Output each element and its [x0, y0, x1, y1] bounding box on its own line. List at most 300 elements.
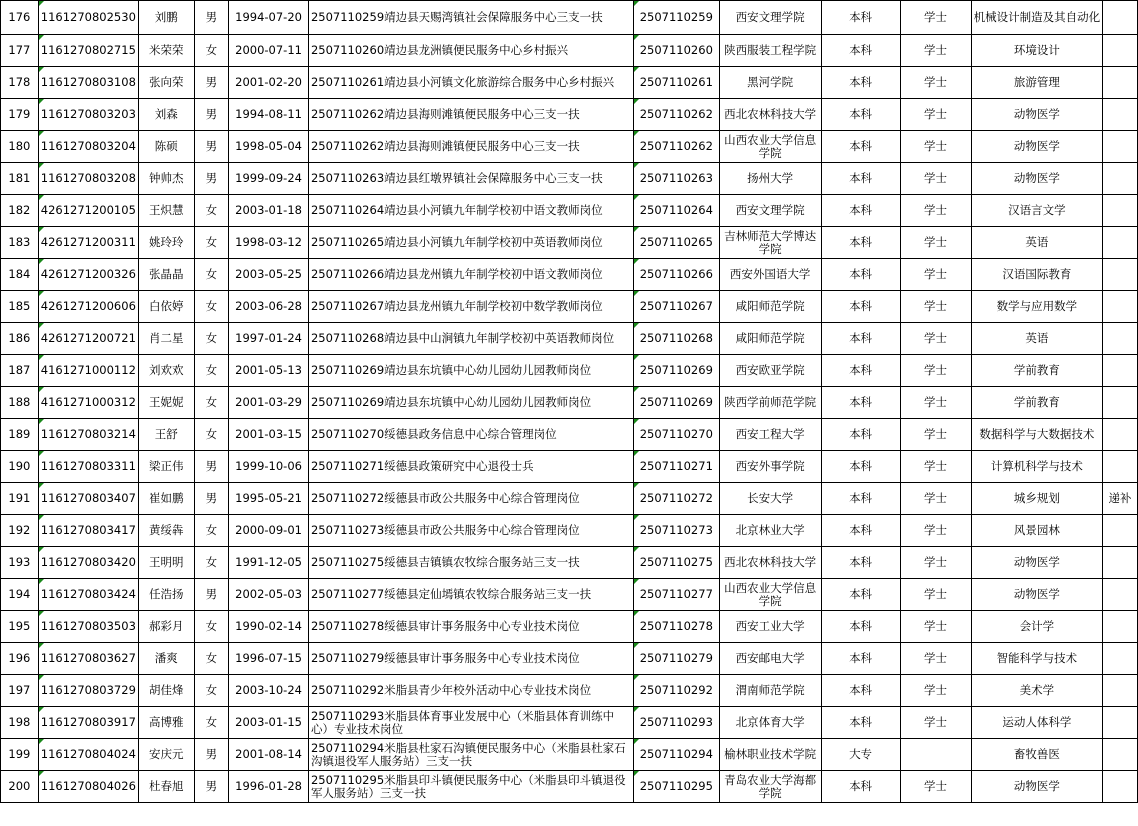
cell-gender[interactable]: 男 — [194, 99, 229, 131]
cell-note[interactable] — [1103, 163, 1138, 195]
cell-gender[interactable]: 女 — [194, 387, 229, 419]
cell-position[interactable]: 2507110265靖边县小河镇九年制学校初中英语教师岗位 — [308, 227, 633, 259]
cell-index[interactable]: 188 — [1, 387, 39, 419]
cell-degree[interactable]: 学士 — [900, 131, 971, 163]
cell-position[interactable]: 2507110277绥德县定仙墕镇农牧综合服务站三支一扶 — [308, 579, 633, 611]
cell-index[interactable]: 198 — [1, 707, 39, 739]
cell-education[interactable]: 本科 — [821, 611, 900, 643]
cell-index[interactable]: 179 — [1, 99, 39, 131]
cell-index[interactable]: 194 — [1, 579, 39, 611]
cell-degree[interactable]: 学士 — [900, 547, 971, 579]
cell-education[interactable]: 本科 — [821, 323, 900, 355]
cell-name[interactable]: 张向荣 — [138, 67, 194, 99]
cell-birthdate[interactable]: 1999-09-24 — [229, 163, 309, 195]
cell-degree[interactable]: 学士 — [900, 35, 971, 67]
cell-position-code[interactable]: 2507110260 — [633, 35, 719, 67]
cell-degree[interactable]: 学士 — [900, 1, 971, 35]
cell-exam-number[interactable]: 1161270803417 — [38, 515, 138, 547]
cell-name[interactable]: 梁正伟 — [138, 451, 194, 483]
cell-exam-number[interactable]: 1161270804024 — [38, 739, 138, 771]
cell-exam-number[interactable]: 1161270803311 — [38, 451, 138, 483]
cell-birthdate[interactable]: 2000-09-01 — [229, 515, 309, 547]
cell-position-code[interactable]: 2507110265 — [633, 227, 719, 259]
cell-position[interactable]: 2507110267靖边县龙州镇九年制学校初中数学教师岗位 — [308, 291, 633, 323]
cell-major[interactable]: 动物医学 — [971, 579, 1103, 611]
cell-education[interactable]: 本科 — [821, 35, 900, 67]
cell-exam-number[interactable]: 1161270803208 — [38, 163, 138, 195]
cell-education[interactable]: 本科 — [821, 771, 900, 803]
cell-position[interactable]: 2507110293米脂县体育事业发展中心（米脂县体育训练中心）专业技术岗位 — [308, 707, 633, 739]
cell-position-code[interactable]: 2507110268 — [633, 323, 719, 355]
cell-degree[interactable] — [900, 739, 971, 771]
cell-note[interactable] — [1103, 771, 1138, 803]
cell-birthdate[interactable]: 2003-06-28 — [229, 291, 309, 323]
cell-degree[interactable]: 学士 — [900, 323, 971, 355]
cell-name[interactable]: 张晶晶 — [138, 259, 194, 291]
cell-degree[interactable]: 学士 — [900, 579, 971, 611]
cell-major[interactable]: 计算机科学与技术 — [971, 451, 1103, 483]
cell-exam-number[interactable]: 1161270803214 — [38, 419, 138, 451]
cell-major[interactable]: 智能科学与技术 — [971, 643, 1103, 675]
cell-major[interactable]: 动物医学 — [971, 547, 1103, 579]
cell-name[interactable]: 任浩扬 — [138, 579, 194, 611]
cell-education[interactable]: 本科 — [821, 195, 900, 227]
cell-position[interactable]: 2507110263靖边县红墩界镇社会保障服务中心三支一扶 — [308, 163, 633, 195]
cell-note[interactable] — [1103, 419, 1138, 451]
cell-school[interactable]: 吉林师范大学博达学院 — [719, 227, 821, 259]
cell-index[interactable]: 176 — [1, 1, 39, 35]
cell-major[interactable]: 动物医学 — [971, 163, 1103, 195]
cell-note[interactable] — [1103, 451, 1138, 483]
cell-index[interactable]: 191 — [1, 483, 39, 515]
cell-birthdate[interactable]: 2001-05-13 — [229, 355, 309, 387]
cell-position[interactable]: 2507110262靖边县海则滩镇便民服务中心三支一扶 — [308, 131, 633, 163]
cell-birthdate[interactable]: 2000-07-11 — [229, 35, 309, 67]
cell-name[interactable]: 王明明 — [138, 547, 194, 579]
cell-position[interactable]: 2507110264靖边县小河镇九年制学校初中语文教师岗位 — [308, 195, 633, 227]
cell-position-code[interactable]: 2507110271 — [633, 451, 719, 483]
cell-name[interactable]: 胡佳烽 — [138, 675, 194, 707]
cell-exam-number[interactable]: 1161270803108 — [38, 67, 138, 99]
cell-birthdate[interactable]: 1991-12-05 — [229, 547, 309, 579]
cell-note[interactable] — [1103, 131, 1138, 163]
cell-major[interactable]: 美术学 — [971, 675, 1103, 707]
cell-index[interactable]: 196 — [1, 643, 39, 675]
cell-note[interactable] — [1103, 99, 1138, 131]
cell-name[interactable]: 郝彩月 — [138, 611, 194, 643]
cell-education[interactable]: 本科 — [821, 259, 900, 291]
cell-exam-number[interactable]: 1161270803729 — [38, 675, 138, 707]
cell-note[interactable] — [1103, 675, 1138, 707]
cell-birthdate[interactable]: 1997-01-24 — [229, 323, 309, 355]
cell-school[interactable]: 榆林职业技术学院 — [719, 739, 821, 771]
cell-exam-number[interactable]: 1161270803420 — [38, 547, 138, 579]
cell-major[interactable]: 汉语言文学 — [971, 195, 1103, 227]
cell-degree[interactable]: 学士 — [900, 227, 971, 259]
cell-gender[interactable]: 女 — [194, 259, 229, 291]
cell-birthdate[interactable]: 2001-03-15 — [229, 419, 309, 451]
cell-note[interactable] — [1103, 579, 1138, 611]
cell-degree[interactable]: 学士 — [900, 291, 971, 323]
cell-note[interactable] — [1103, 67, 1138, 99]
cell-birthdate[interactable]: 2003-05-25 — [229, 259, 309, 291]
cell-gender[interactable]: 女 — [194, 707, 229, 739]
cell-school[interactable]: 西北农林科技大学 — [719, 99, 821, 131]
cell-position-code[interactable]: 2507110270 — [633, 419, 719, 451]
cell-position[interactable]: 2507110259靖边县天赐湾镇社会保障服务中心三支一扶 — [308, 1, 633, 35]
cell-name[interactable]: 肖二星 — [138, 323, 194, 355]
cell-name[interactable]: 刘鹏 — [138, 1, 194, 35]
cell-name[interactable]: 米荣荣 — [138, 35, 194, 67]
cell-birthdate[interactable]: 1998-03-12 — [229, 227, 309, 259]
cell-name[interactable]: 钟帅杰 — [138, 163, 194, 195]
cell-school[interactable]: 西安工业大学 — [719, 611, 821, 643]
cell-name[interactable]: 陈硕 — [138, 131, 194, 163]
cell-birthdate[interactable]: 2003-01-18 — [229, 195, 309, 227]
cell-gender[interactable]: 女 — [194, 35, 229, 67]
cell-major[interactable]: 英语 — [971, 323, 1103, 355]
cell-index[interactable]: 186 — [1, 323, 39, 355]
cell-gender[interactable]: 女 — [194, 227, 229, 259]
cell-position[interactable]: 2507110279绥德县审计事务服务中心专业技术岗位 — [308, 643, 633, 675]
cell-exam-number[interactable]: 1161270803917 — [38, 707, 138, 739]
cell-birthdate[interactable]: 2001-02-20 — [229, 67, 309, 99]
cell-position-code[interactable]: 2507110269 — [633, 355, 719, 387]
cell-school[interactable]: 青岛农业大学海都学院 — [719, 771, 821, 803]
cell-gender[interactable]: 女 — [194, 291, 229, 323]
cell-gender[interactable]: 男 — [194, 131, 229, 163]
cell-birthdate[interactable]: 2001-08-14 — [229, 739, 309, 771]
cell-position[interactable]: 2507110260靖边县龙洲镇便民服务中心乡村振兴 — [308, 35, 633, 67]
cell-degree[interactable]: 学士 — [900, 675, 971, 707]
cell-name[interactable]: 白依婷 — [138, 291, 194, 323]
cell-index[interactable]: 183 — [1, 227, 39, 259]
cell-gender[interactable]: 女 — [194, 611, 229, 643]
cell-name[interactable]: 刘欢欢 — [138, 355, 194, 387]
cell-education[interactable]: 本科 — [821, 419, 900, 451]
cell-birthdate[interactable]: 1996-07-15 — [229, 643, 309, 675]
cell-education[interactable]: 本科 — [821, 291, 900, 323]
cell-position[interactable]: 2507110278绥德县审计事务服务中心专业技术岗位 — [308, 611, 633, 643]
cell-position[interactable]: 2507110295米脂县印斗镇便民服务中心（米脂县印斗镇退役军人服务站）三支一扶 — [308, 771, 633, 803]
cell-name[interactable]: 高博雅 — [138, 707, 194, 739]
cell-gender[interactable]: 男 — [194, 771, 229, 803]
cell-gender[interactable]: 女 — [194, 419, 229, 451]
cell-exam-number[interactable]: 4261271200311 — [38, 227, 138, 259]
cell-position-code[interactable]: 2507110263 — [633, 163, 719, 195]
cell-major[interactable]: 数学与应用数学 — [971, 291, 1103, 323]
cell-major[interactable]: 动物医学 — [971, 99, 1103, 131]
cell-education[interactable]: 本科 — [821, 515, 900, 547]
cell-name[interactable]: 崔如鹏 — [138, 483, 194, 515]
cell-school[interactable]: 陕西服装工程学院 — [719, 35, 821, 67]
cell-position-code[interactable]: 2507110269 — [633, 387, 719, 419]
cell-degree[interactable]: 学士 — [900, 67, 971, 99]
cell-index[interactable]: 200 — [1, 771, 39, 803]
cell-major[interactable]: 城乡规划 — [971, 483, 1103, 515]
cell-education[interactable]: 本科 — [821, 67, 900, 99]
cell-name[interactable]: 姚玲玲 — [138, 227, 194, 259]
cell-exam-number[interactable]: 1161270803204 — [38, 131, 138, 163]
cell-school[interactable]: 北京体育大学 — [719, 707, 821, 739]
cell-education[interactable]: 本科 — [821, 483, 900, 515]
cell-school[interactable]: 北京林业大学 — [719, 515, 821, 547]
cell-note[interactable] — [1103, 227, 1138, 259]
cell-education[interactable]: 本科 — [821, 643, 900, 675]
cell-position[interactable]: 2507110266靖边县龙州镇九年制学校初中语文教师岗位 — [308, 259, 633, 291]
cell-index[interactable]: 190 — [1, 451, 39, 483]
cell-position-code[interactable]: 2507110261 — [633, 67, 719, 99]
cell-position[interactable]: 2507110294米脂县杜家石沟镇便民服务中心（米脂县杜家石沟镇退役军人服务站）三支一扶 — [308, 739, 633, 771]
cell-position[interactable]: 2507110262靖边县海则滩镇便民服务中心三支一扶 — [308, 99, 633, 131]
cell-education[interactable]: 本科 — [821, 163, 900, 195]
cell-gender[interactable]: 男 — [194, 67, 229, 99]
cell-exam-number[interactable]: 1161270804026 — [38, 771, 138, 803]
cell-major[interactable]: 动物医学 — [971, 771, 1103, 803]
cell-birthdate[interactable]: 2002-05-03 — [229, 579, 309, 611]
cell-gender[interactable]: 女 — [194, 515, 229, 547]
cell-note[interactable] — [1103, 1, 1138, 35]
cell-note[interactable] — [1103, 291, 1138, 323]
cell-exam-number[interactable]: 1161270803503 — [38, 611, 138, 643]
cell-school[interactable]: 西安文理学院 — [719, 195, 821, 227]
cell-exam-number[interactable]: 1161270802530 — [38, 1, 138, 35]
cell-position-code[interactable]: 2507110272 — [633, 483, 719, 515]
cell-major[interactable]: 旅游管理 — [971, 67, 1103, 99]
cell-birthdate[interactable]: 2003-10-24 — [229, 675, 309, 707]
cell-degree[interactable]: 学士 — [900, 99, 971, 131]
cell-position-code[interactable]: 2507110278 — [633, 611, 719, 643]
cell-major[interactable]: 风景园林 — [971, 515, 1103, 547]
cell-education[interactable]: 本科 — [821, 387, 900, 419]
cell-position-code[interactable]: 2507110293 — [633, 707, 719, 739]
cell-position-code[interactable]: 2507110279 — [633, 643, 719, 675]
cell-note[interactable] — [1103, 35, 1138, 67]
cell-exam-number[interactable]: 1161270803407 — [38, 483, 138, 515]
cell-gender[interactable]: 女 — [194, 355, 229, 387]
cell-position-code[interactable]: 2507110262 — [633, 131, 719, 163]
cell-degree[interactable]: 学士 — [900, 259, 971, 291]
cell-position-code[interactable]: 2507110294 — [633, 739, 719, 771]
cell-gender[interactable]: 男 — [194, 579, 229, 611]
cell-major[interactable]: 环境设计 — [971, 35, 1103, 67]
cell-exam-number[interactable]: 4261271200326 — [38, 259, 138, 291]
cell-position[interactable]: 2507110292米脂县青少年校外活动中心专业技术岗位 — [308, 675, 633, 707]
cell-education[interactable]: 本科 — [821, 451, 900, 483]
cell-degree[interactable]: 学士 — [900, 163, 971, 195]
cell-exam-number[interactable]: 1161270803203 — [38, 99, 138, 131]
cell-name[interactable]: 刘森 — [138, 99, 194, 131]
cell-school[interactable]: 山西农业大学信息学院 — [719, 131, 821, 163]
cell-index[interactable]: 195 — [1, 611, 39, 643]
cell-name[interactable]: 杜春旭 — [138, 771, 194, 803]
cell-name[interactable]: 黄绥犇 — [138, 515, 194, 547]
cell-major[interactable]: 会计学 — [971, 611, 1103, 643]
cell-index[interactable]: 182 — [1, 195, 39, 227]
cell-position-code[interactable]: 2507110275 — [633, 547, 719, 579]
cell-index[interactable]: 193 — [1, 547, 39, 579]
cell-education[interactable]: 本科 — [821, 707, 900, 739]
cell-birthdate[interactable]: 2003-01-15 — [229, 707, 309, 739]
cell-note[interactable] — [1103, 323, 1138, 355]
cell-education[interactable]: 本科 — [821, 579, 900, 611]
cell-school[interactable]: 黑河学院 — [719, 67, 821, 99]
cell-name[interactable]: 安庆元 — [138, 739, 194, 771]
cell-exam-number[interactable]: 1161270803627 — [38, 643, 138, 675]
cell-note[interactable] — [1103, 547, 1138, 579]
cell-degree[interactable]: 学士 — [900, 451, 971, 483]
cell-note[interactable] — [1103, 195, 1138, 227]
cell-degree[interactable]: 学士 — [900, 643, 971, 675]
cell-position-code[interactable]: 2507110273 — [633, 515, 719, 547]
cell-education[interactable]: 本科 — [821, 131, 900, 163]
cell-degree[interactable]: 学士 — [900, 387, 971, 419]
cell-gender[interactable]: 男 — [194, 163, 229, 195]
cell-degree[interactable]: 学士 — [900, 355, 971, 387]
cell-position[interactable]: 2507110268靖边县中山涧镇九年制学校初中英语教师岗位 — [308, 323, 633, 355]
cell-school[interactable]: 西安邮电大学 — [719, 643, 821, 675]
cell-gender[interactable]: 男 — [194, 1, 229, 35]
cell-gender[interactable]: 女 — [194, 195, 229, 227]
cell-note[interactable] — [1103, 707, 1138, 739]
cell-position-code[interactable]: 2507110267 — [633, 291, 719, 323]
cell-position[interactable]: 2507110269靖边县东坑镇中心幼儿园幼儿园教师岗位 — [308, 355, 633, 387]
cell-note[interactable] — [1103, 643, 1138, 675]
cell-exam-number[interactable]: 4161271000312 — [38, 387, 138, 419]
cell-note[interactable] — [1103, 515, 1138, 547]
cell-gender[interactable]: 男 — [194, 483, 229, 515]
cell-index[interactable]: 184 — [1, 259, 39, 291]
cell-position[interactable]: 2507110275绥德县吉镇镇农牧综合服务站三支一扶 — [308, 547, 633, 579]
cell-index[interactable]: 189 — [1, 419, 39, 451]
cell-school[interactable]: 扬州大学 — [719, 163, 821, 195]
cell-note[interactable]: 递补 — [1103, 483, 1138, 515]
cell-birthdate[interactable]: 1999-10-06 — [229, 451, 309, 483]
cell-degree[interactable]: 学士 — [900, 515, 971, 547]
cell-school[interactable]: 陕西学前师范学院 — [719, 387, 821, 419]
cell-note[interactable] — [1103, 611, 1138, 643]
cell-gender[interactable]: 女 — [194, 323, 229, 355]
cell-degree[interactable]: 学士 — [900, 707, 971, 739]
cell-birthdate[interactable]: 1996-01-28 — [229, 771, 309, 803]
cell-exam-number[interactable]: 1161270802715 — [38, 35, 138, 67]
cell-index[interactable]: 181 — [1, 163, 39, 195]
cell-major[interactable]: 学前教育 — [971, 387, 1103, 419]
cell-position[interactable]: 2507110261靖边县小河镇文化旅游综合服务中心乡村振兴 — [308, 67, 633, 99]
cell-birthdate[interactable]: 1994-07-20 — [229, 1, 309, 35]
cell-index[interactable]: 180 — [1, 131, 39, 163]
cell-index[interactable]: 185 — [1, 291, 39, 323]
cell-index[interactable]: 187 — [1, 355, 39, 387]
cell-birthdate[interactable]: 1990-02-14 — [229, 611, 309, 643]
cell-birthdate[interactable]: 1994-08-11 — [229, 99, 309, 131]
cell-school[interactable]: 西北农林科技大学 — [719, 547, 821, 579]
cell-major[interactable]: 运动人体科学 — [971, 707, 1103, 739]
cell-position-code[interactable]: 2507110264 — [633, 195, 719, 227]
cell-major[interactable]: 数据科学与大数据技术 — [971, 419, 1103, 451]
cell-school[interactable]: 西安欧亚学院 — [719, 355, 821, 387]
cell-birthdate[interactable]: 1998-05-04 — [229, 131, 309, 163]
cell-position-code[interactable]: 2507110262 — [633, 99, 719, 131]
cell-school[interactable]: 长安大学 — [719, 483, 821, 515]
cell-degree[interactable]: 学士 — [900, 483, 971, 515]
cell-position-code[interactable]: 2507110266 — [633, 259, 719, 291]
cell-name[interactable]: 王妮妮 — [138, 387, 194, 419]
cell-index[interactable]: 177 — [1, 35, 39, 67]
cell-education[interactable]: 本科 — [821, 1, 900, 35]
cell-major[interactable]: 畜牧兽医 — [971, 739, 1103, 771]
cell-major[interactable]: 动物医学 — [971, 131, 1103, 163]
cell-education[interactable]: 本科 — [821, 99, 900, 131]
cell-exam-number[interactable]: 4261271200721 — [38, 323, 138, 355]
cell-index[interactable]: 178 — [1, 67, 39, 99]
cell-education[interactable]: 本科 — [821, 675, 900, 707]
cell-name[interactable]: 王炽慧 — [138, 195, 194, 227]
cell-degree[interactable]: 学士 — [900, 195, 971, 227]
cell-school[interactable]: 西安外国语大学 — [719, 259, 821, 291]
cell-position[interactable]: 2507110271绥德县政策研究中心退役士兵 — [308, 451, 633, 483]
cell-note[interactable] — [1103, 387, 1138, 419]
cell-name[interactable]: 潘爽 — [138, 643, 194, 675]
cell-gender[interactable]: 男 — [194, 739, 229, 771]
cell-exam-number[interactable]: 4261271200105 — [38, 195, 138, 227]
cell-name[interactable]: 王舒 — [138, 419, 194, 451]
cell-position[interactable]: 2507110273绥德县市政公共服务中心综合管理岗位 — [308, 515, 633, 547]
cell-gender[interactable]: 女 — [194, 643, 229, 675]
cell-position-code[interactable]: 2507110277 — [633, 579, 719, 611]
cell-position-code[interactable]: 2507110259 — [633, 1, 719, 35]
cell-school[interactable]: 西安工程大学 — [719, 419, 821, 451]
cell-education[interactable]: 本科 — [821, 227, 900, 259]
cell-school[interactable]: 西安文理学院 — [719, 1, 821, 35]
cell-major[interactable]: 英语 — [971, 227, 1103, 259]
cell-degree[interactable]: 学士 — [900, 771, 971, 803]
cell-school[interactable]: 渭南师范学院 — [719, 675, 821, 707]
cell-birthdate[interactable]: 2001-03-29 — [229, 387, 309, 419]
cell-gender[interactable]: 女 — [194, 547, 229, 579]
cell-gender[interactable]: 女 — [194, 675, 229, 707]
cell-school[interactable]: 咸阳师范学院 — [719, 323, 821, 355]
cell-education[interactable]: 大专 — [821, 739, 900, 771]
cell-school[interactable]: 山西农业大学信息学院 — [719, 579, 821, 611]
cell-position-code[interactable]: 2507110292 — [633, 675, 719, 707]
cell-school[interactable]: 西安外事学院 — [719, 451, 821, 483]
cell-position[interactable]: 2507110269靖边县东坑镇中心幼儿园幼儿园教师岗位 — [308, 387, 633, 419]
cell-education[interactable]: 本科 — [821, 355, 900, 387]
cell-education[interactable]: 本科 — [821, 547, 900, 579]
cell-gender[interactable]: 男 — [194, 451, 229, 483]
cell-exam-number[interactable]: 4161271000112 — [38, 355, 138, 387]
cell-major[interactable]: 学前教育 — [971, 355, 1103, 387]
cell-position[interactable]: 2507110272绥德县市政公共服务中心综合管理岗位 — [308, 483, 633, 515]
cell-major[interactable]: 机械设计制造及其自动化 — [971, 1, 1103, 35]
cell-position-code[interactable]: 2507110295 — [633, 771, 719, 803]
cell-index[interactable]: 197 — [1, 675, 39, 707]
cell-birthdate[interactable]: 1995-05-21 — [229, 483, 309, 515]
cell-note[interactable] — [1103, 259, 1138, 291]
cell-school[interactable]: 咸阳师范学院 — [719, 291, 821, 323]
cell-exam-number[interactable]: 4261271200606 — [38, 291, 138, 323]
cell-major[interactable]: 汉语国际教育 — [971, 259, 1103, 291]
cell-note[interactable] — [1103, 739, 1138, 771]
cell-note[interactable] — [1103, 355, 1138, 387]
cell-degree[interactable]: 学士 — [900, 611, 971, 643]
cell-degree[interactable]: 学士 — [900, 419, 971, 451]
cell-index[interactable]: 192 — [1, 515, 39, 547]
cell-exam-number[interactable]: 1161270803424 — [38, 579, 138, 611]
cell-index[interactable]: 199 — [1, 739, 39, 771]
cell-position[interactable]: 2507110270绥德县政务信息中心综合管理岗位 — [308, 419, 633, 451]
